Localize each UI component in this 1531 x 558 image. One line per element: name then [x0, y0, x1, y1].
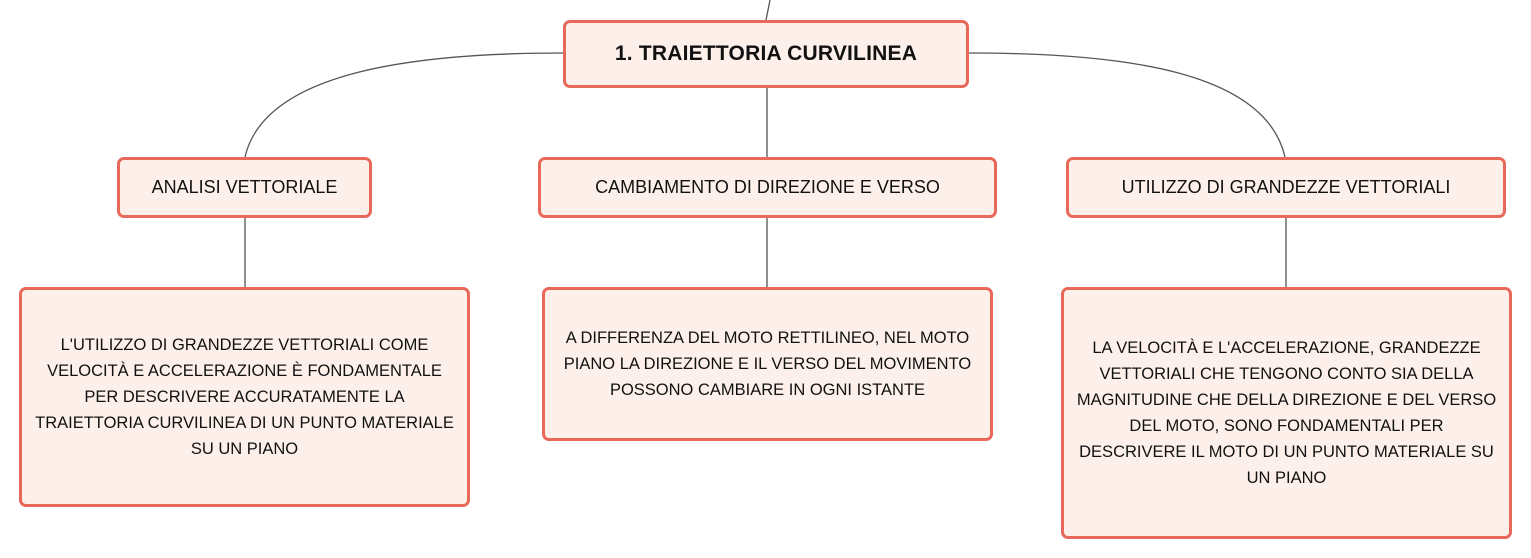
detail-node-text: L'UTILIZZO DI GRANDEZZE VETTORIALI COME VELOCITÀ E ACCELERAZIONE È FONDAMENTALE PER DESCRIVERE ACCURATAMENTE LA TRAIETTORIA CURVILINEA DI UN PUNTO MATERIALE SU UN PIANO — [35, 336, 454, 458]
detail-node-cambiamento-direzione[interactable] — [542, 287, 993, 441]
branch-node-utilizzo-grandezze[interactable] — [1066, 157, 1506, 218]
root-node-label: 1. TRAIETTORIA CURVILINEA — [614, 42, 918, 65]
detail-node-text: LA VELOCITÀ E L'ACCELERAZIONE, GRANDEZZE VETTORIALI CHE TENGONO CONTO SIA DELLA MAGNITUDINE CHE DELLA DIREZIONE E DEL VERSO DEL MOTO, SONO FONDAMENTALI PER DESCRIVERE IL MOTO DI UN PUNTO MATERIALE SU UN PIANO — [1076, 339, 1497, 487]
detail-node-analisi-vettoriale[interactable] — [19, 287, 470, 507]
connector-root-to-analisi — [245, 53, 563, 157]
branch-node-analisi-vettoriale[interactable] — [117, 157, 372, 218]
detail-node-text: A DIFFERENZA DEL MOTO RETTILINEO, NEL MOTO PIANO LA DIREZIONE E IL VERSO DEL MOVIMENTO POSSONO CAMBIARE IN OGNI ISTANTE — [563, 329, 972, 399]
branch-node-label: ANALISI VETTORIALE — [151, 177, 338, 197]
branch-node-cambiamento-direzione[interactable] — [538, 157, 997, 218]
branch-node-label: UTILIZZO DI GRANDEZZE VETTORIALI — [1121, 177, 1451, 197]
root-node[interactable] — [563, 20, 969, 88]
connector-parent-to-root — [766, 0, 770, 20]
detail-node-utilizzo-grandezze[interactable] — [1061, 287, 1512, 539]
branch-node-label: CAMBIAMENTO DI DIREZIONE E VERSO — [595, 177, 940, 197]
connector-root-to-utilizzo — [969, 53, 1285, 157]
